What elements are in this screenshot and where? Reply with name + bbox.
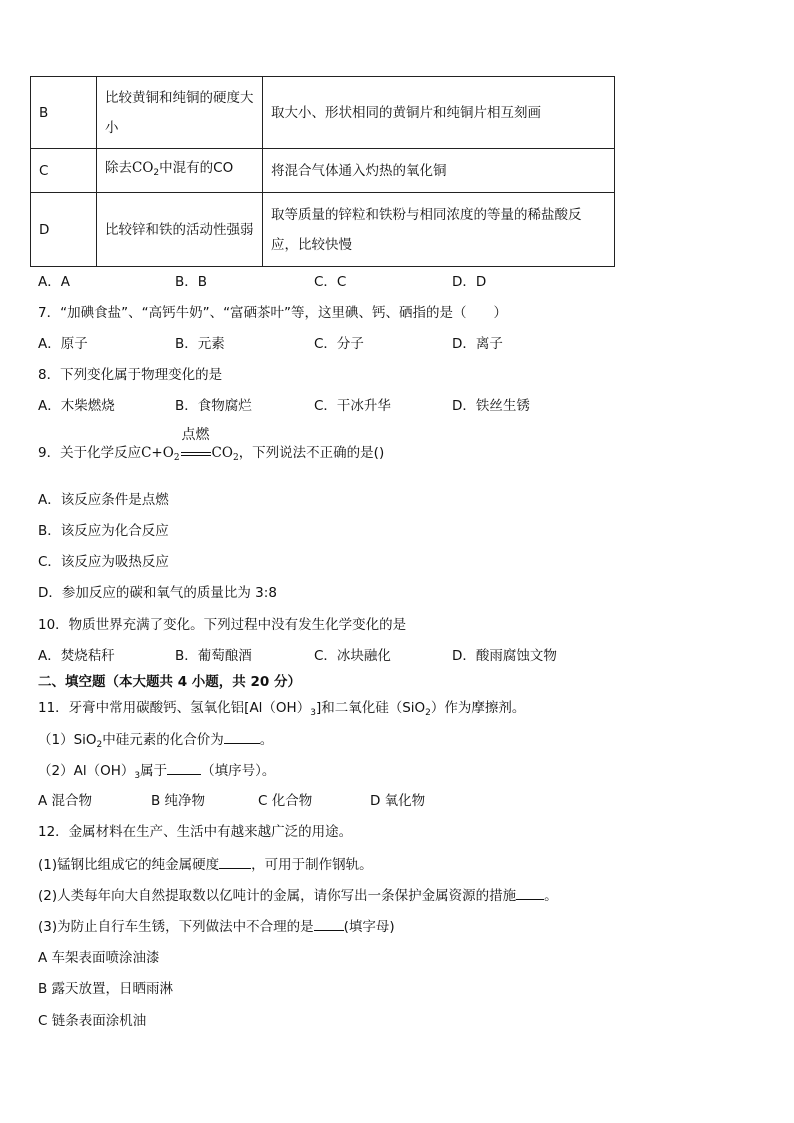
answer-blank[interactable] (314, 916, 344, 931)
option-c: C．C (314, 274, 347, 290)
option-b: B 露天放置，日晒雨淋 (38, 981, 174, 997)
table-cell-option: C (31, 149, 97, 193)
option-b: B．食物腐烂 (175, 398, 252, 414)
option-c: C 化合物 (258, 793, 313, 809)
table-cell-option: B (31, 77, 97, 149)
table-cell-item: 除去$CO_2$中混有的CO (97, 149, 263, 193)
question-12-part-2: (2)人类每年向大自然提取数以亿吨计的金属，请你写出一条保护金属资源的措施 。 (38, 885, 558, 906)
option-b: B．葡萄酿酒 (175, 648, 252, 664)
table-cell-item: 比较锌和铁的活动性强弱 (97, 193, 263, 267)
question-8-stem: 8．下列变化属于物理变化的是 (38, 367, 223, 383)
question-11-part-1: （1）SiO$_2$中硅元素的化合价为 。 (38, 729, 273, 755)
option-a: A．该反应条件是点燃 (38, 492, 169, 508)
answer-blank[interactable] (219, 854, 251, 869)
table-row (31, 193, 615, 267)
table-row (31, 149, 615, 193)
option-d: D．离子 (452, 336, 503, 352)
option-d: D．铁丝生锈 (452, 398, 530, 414)
equals-sign (181, 452, 211, 456)
question-12-part-1: (1)锰钢比组成它的纯金属硬度 ，可用于制作钢轨。 (38, 854, 373, 875)
section-heading: 二、填空题（本大题共 4 小题，共 20 分） (38, 674, 301, 690)
option-c: C 链条表面涂机油 (38, 1013, 147, 1029)
reaction-condition: 点燃 (181, 427, 210, 443)
option-a: A 混合物 (38, 793, 93, 809)
option-a: A．A (38, 274, 70, 290)
option-b: B．该反应为化合反应 (38, 523, 169, 539)
option-c: C．干冰升华 (314, 398, 391, 414)
option-c: C．该反应为吸热反应 (38, 554, 169, 570)
answer-blank[interactable] (224, 729, 260, 744)
options-table (30, 76, 615, 267)
question-7-stem: 7．“加碘食盐”、“高钙牛奶”、“富硒茶叶”等，这里碘、钙、硒指的是（ ） (38, 305, 508, 321)
option-a: A 车架表面喷涂油漆 (38, 950, 160, 966)
reaction-equation: $C+O_2$ 点燃 $CO_2$ (141, 427, 239, 463)
option-d: D．酸雨腐蚀文物 (452, 648, 557, 664)
option-c: C．分子 (314, 336, 364, 352)
table-cell-item: 比较黄铜和纯铜的硬度大小 (97, 77, 263, 149)
option-b: B 纯净物 (151, 793, 206, 809)
option-c: C．冰块融化 (314, 648, 391, 664)
option-d: D．参加反应的碳和氧气的质量比为 3:8 (38, 585, 277, 601)
question-12-part-3: (3)为防止自行车生锈，下列做法中不合理的是 (填字母) (38, 916, 395, 937)
table-cell-method: 将混合气体通入灼热的氧化铜 (263, 149, 615, 193)
question-11-part-2: $(2)Al(OH)_3$属于 （填序号）。 (38, 760, 275, 786)
question-9-stem: 9．关于化学反应$C+O_2$ 点燃 $CO_2$，下列说法不正确的是() (38, 443, 384, 468)
option-b: B．B (175, 274, 208, 290)
question-10-stem: 10．物质世界充满了变化。下列过程中没有发生化学变化的是 (38, 617, 407, 633)
table-row (31, 77, 615, 149)
table-cell-method: 取大小、形状相同的黄铜片和纯铜片相互刻画 (263, 77, 615, 149)
option-d: D．D (452, 274, 487, 290)
table-cell-option: D (31, 193, 97, 267)
answer-blank[interactable] (516, 885, 544, 900)
option-d: D 氧化物 (370, 793, 426, 809)
option-a: A．焚烧秸秆 (38, 648, 115, 664)
option-b: B．元素 (175, 336, 225, 352)
question-11-stem: 11．牙膏中常用碳酸钙、氢氧化铝$[Al(OH)_3]$和二氧化硅（SiO$_2$）作为摩擦剂。 (38, 700, 526, 718)
option-a: A．木柴燃烧 (38, 398, 115, 414)
option-a: A．原子 (38, 336, 88, 352)
answer-blank[interactable] (167, 760, 201, 775)
table-cell-method: 取等质量的锌粒和铁粉与相同浓度的等量的稀盐酸反应，比较快慢 (263, 193, 615, 267)
question-12-stem: 12．金属材料在生产、生活中有越来越广泛的用途。 (38, 824, 353, 840)
